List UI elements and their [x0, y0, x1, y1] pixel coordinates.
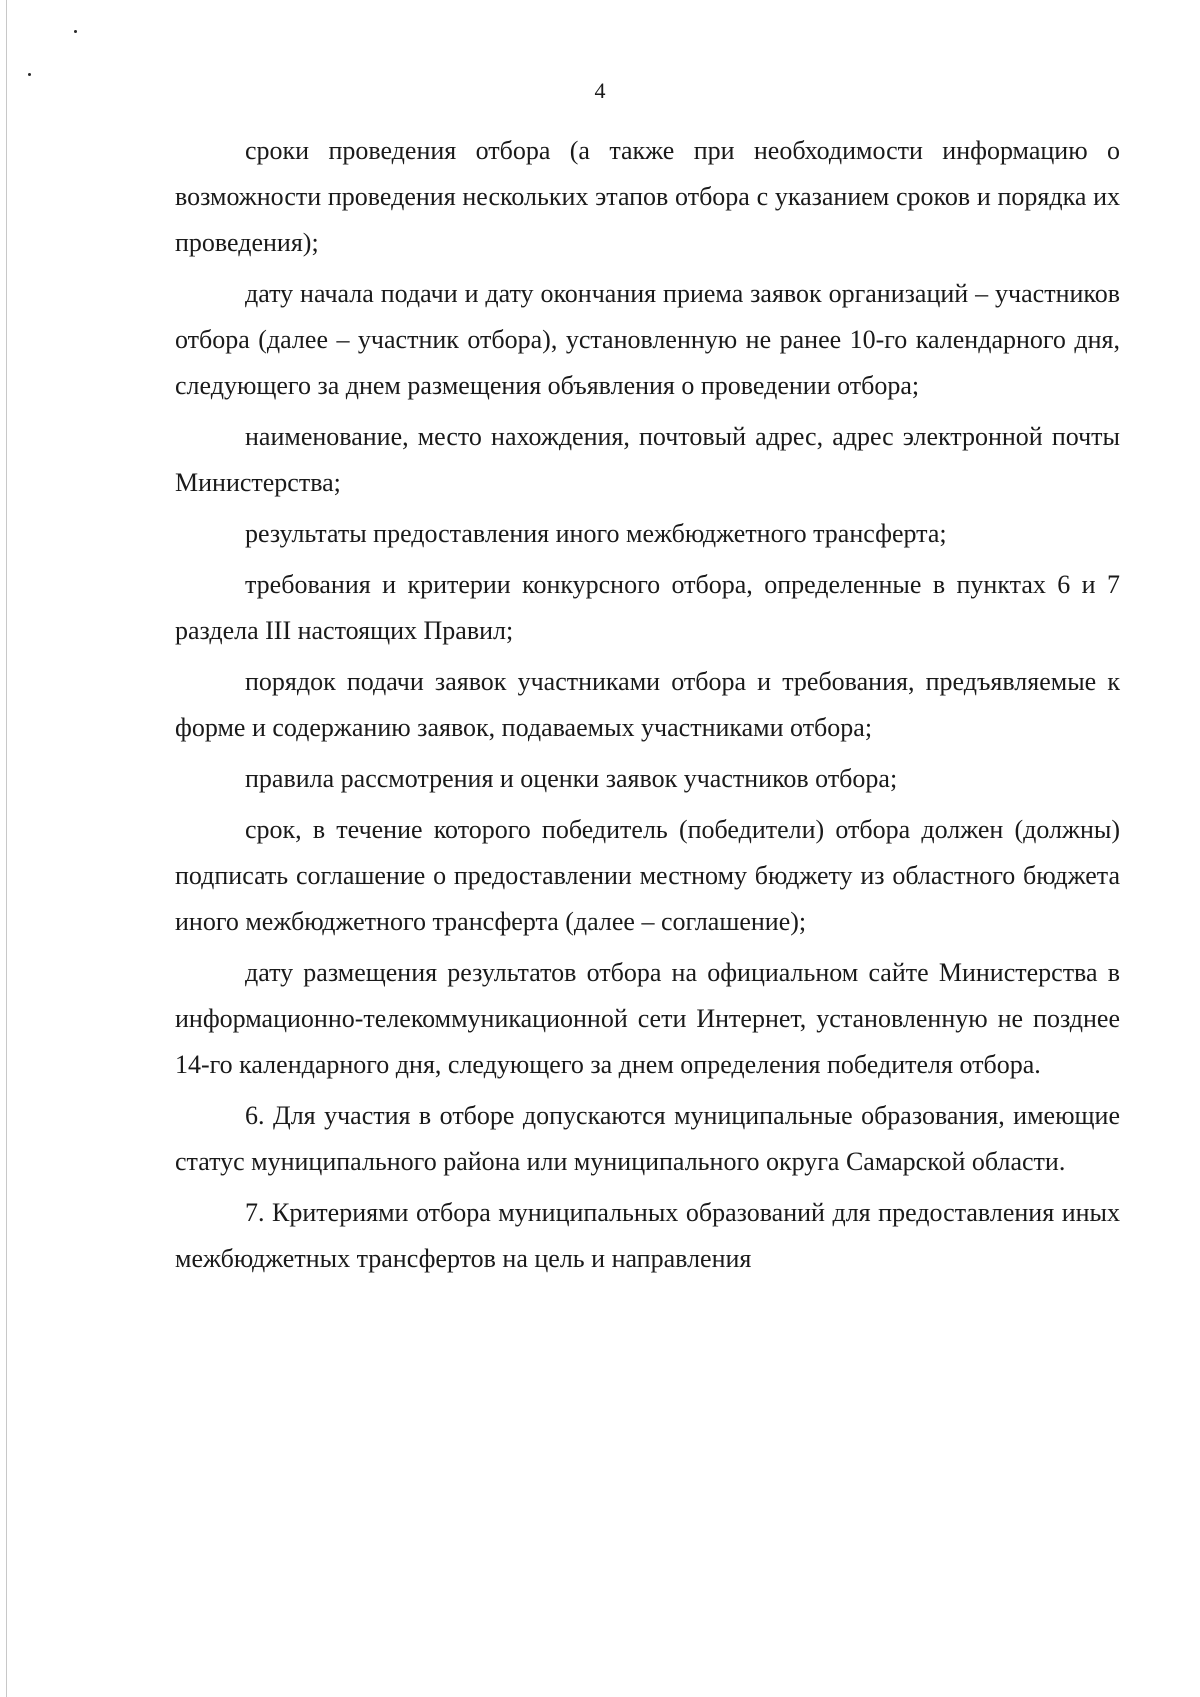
page-number: 4	[594, 78, 606, 103]
page-edge-line	[6, 0, 7, 1697]
paragraph-transfer-results: результаты предоставления иного межбюджетного трансферта;	[245, 519, 947, 548]
paragraph-ministry-contacts: наименование, место нахождения, почтовый адрес, адрес электронной почты Министерства;	[175, 422, 1120, 497]
paragraph-selection-timing: сроки проведения отбора (а также при необходимости информацию о возможности проведения нескольких этапов отбора с указанием сроков и порядка их проведения);	[175, 136, 1120, 257]
document-body	[175, 128, 1120, 1287]
paragraph-agreement-deadline: срок, в течение которого победитель (победители) отбора должен (должны) подписать соглашение о предоставлении местному бюджету из областного бюджета иного межбюджетного трансферта (далее – соглашение);	[175, 815, 1120, 936]
paragraph-submission-procedure: порядок подачи заявок участниками отбора и требования, предъявляемые к форме и содержанию заявок, подаваемых участниками отбора;	[175, 667, 1120, 742]
scan-speck	[28, 73, 31, 76]
paragraph-application-dates: дату начала подачи и дату окончания приема заявок организаций – участников отбора (далее – участник отбора), установленную не ранее 10-го календарного дня, следующего за днем размещения объявления о проведении отбора;	[175, 279, 1120, 400]
paragraph-results-publication: дату размещения результатов отбора на официальном сайте Министерства в информационно-телекоммуникационной сети Интернет, установленную не позднее 14-го календарного дня, следующего за днем определения победителя отбора.	[175, 958, 1120, 1079]
scan-speck	[74, 30, 77, 33]
paragraph-item-7-criteria: 7. Критериями отбора муниципальных образований для предоставления иных межбюджетных трансфертов на цель и направления	[175, 1198, 1120, 1273]
paragraph-requirements-criteria: требования и критерии конкурсного отбора, определенные в пунктах 6 и 7 раздела III настоящих Правил;	[175, 570, 1120, 645]
paragraph-evaluation-rules: правила рассмотрения и оценки заявок участников отбора;	[245, 764, 898, 793]
paragraph-item-6-eligibility: 6. Для участия в отборе допускаются муниципальные образования, имеющие статус муниципального района или муниципального округа Самарской области.	[175, 1101, 1120, 1176]
